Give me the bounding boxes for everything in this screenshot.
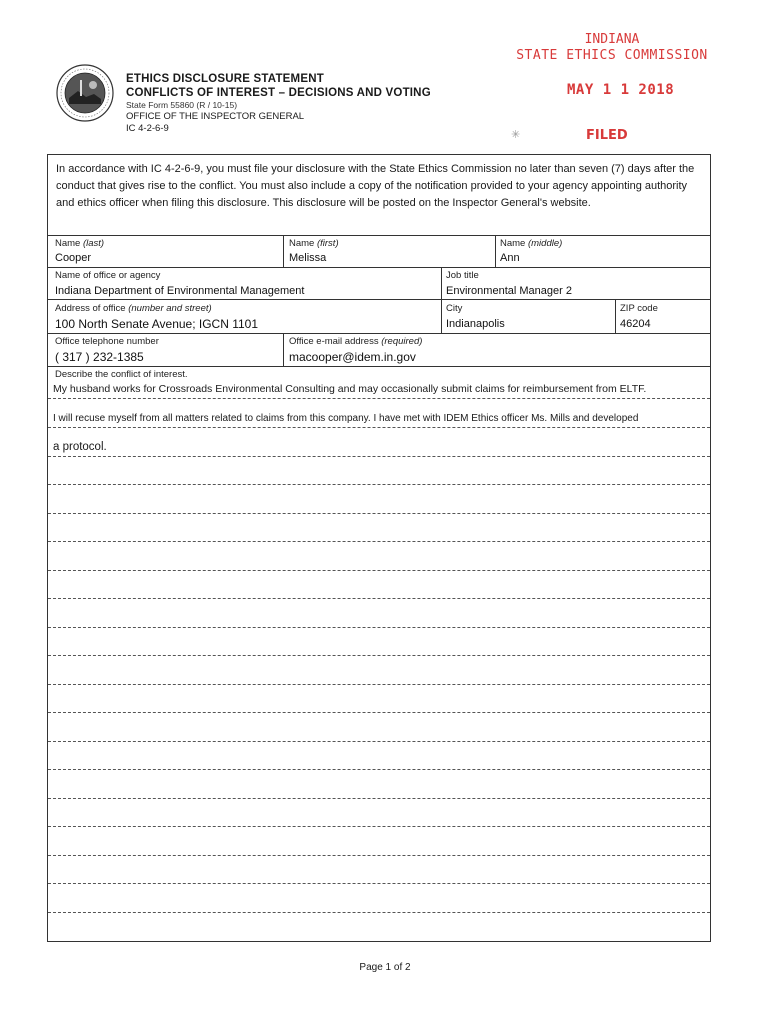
- divider: [48, 333, 710, 334]
- commission-stamp: [492, 32, 732, 64]
- ruled-line: [48, 769, 710, 770]
- job-title-label: Job title: [446, 270, 479, 281]
- ruled-line: [48, 655, 710, 656]
- ruled-line: [48, 456, 710, 457]
- divider: [283, 333, 284, 366]
- divider: [48, 299, 710, 300]
- ruled-line: [48, 912, 710, 913]
- ruled-line: [48, 513, 710, 514]
- name-first-field[interactable]: Melissa: [289, 252, 327, 264]
- ruled-line: [48, 684, 710, 685]
- job-title-field[interactable]: Environmental Manager 2: [446, 285, 572, 297]
- ruled-line: [48, 627, 710, 628]
- divider: [48, 235, 710, 236]
- name-last-label: Name (last): [55, 238, 105, 249]
- conflict-line[interactable]: I will recuse myself from all matters related to claims from this company. I have met with IDEM Ethics officer Ms. Mills and developed: [53, 413, 639, 424]
- ruled-line: [48, 826, 710, 827]
- office-name: OFFICE OF THE INSPECTOR GENERAL: [126, 111, 305, 122]
- form-title-1: ETHICS DISCLOSURE STATEMENT: [126, 73, 324, 85]
- office-field[interactable]: Indiana Department of Environmental Management: [55, 285, 305, 297]
- statute-code: IC 4-2-6-9: [126, 123, 169, 134]
- instructions-text: In accordance with IC 4-2-6-9, you must file your disclosure with the State Ethics Commission no later than seven (7) days after the conduct that gives rise to the conflict. You must also include a copy of the notification provided to your agency appointing authority and ethics officer when filing this disclosure. This disclosure will be posted on the Inspector General's website.: [56, 163, 695, 209]
- city-field[interactable]: Indianapolis: [446, 318, 505, 330]
- form-number: State Form 55860 (R / 10-15): [126, 100, 238, 110]
- ruled-line: [48, 570, 710, 571]
- ruled-line: [48, 541, 710, 542]
- stamp-smudge-icon: ✳: [511, 129, 521, 141]
- conflict-line[interactable]: a protocol.: [53, 441, 107, 453]
- phone-label: Office telephone number: [55, 336, 159, 347]
- stamp-filed: FILED: [586, 128, 628, 143]
- ruled-line: [48, 398, 710, 399]
- name-first-label: Name (first): [289, 238, 339, 249]
- phone-field[interactable]: ( 317 ) 232-1385: [55, 350, 144, 364]
- divider: [615, 299, 616, 333]
- name-middle-field[interactable]: Ann: [500, 252, 520, 264]
- zip-field[interactable]: 46204: [620, 318, 651, 330]
- email-field[interactable]: macooper@idem.in.gov: [289, 350, 416, 364]
- ruled-line: [48, 427, 710, 428]
- divider: [48, 366, 710, 367]
- office-label: Name of office or agency: [55, 270, 161, 281]
- form-header: [126, 72, 496, 135]
- ruled-line: [48, 741, 710, 742]
- ruled-line: [48, 883, 710, 884]
- form-title-2: CONFLICTS OF INTEREST – DECISIONS AND VOTING: [126, 87, 431, 99]
- ruled-line: [48, 598, 710, 599]
- name-last-field[interactable]: Cooper: [55, 252, 92, 264]
- email-label: Office e-mail address (required): [289, 336, 423, 347]
- divider: [283, 235, 284, 267]
- ruled-line: [48, 855, 710, 856]
- ruled-line: [48, 798, 710, 799]
- zip-label: ZIP code: [620, 303, 658, 314]
- state-seal-image: [56, 64, 114, 122]
- divider: [441, 267, 442, 333]
- address-field[interactable]: 100 North Senate Avenue; IGCN 1101: [55, 317, 259, 331]
- conflict-label: Describe the conflict of interest.: [55, 369, 188, 380]
- divider: [495, 235, 496, 267]
- city-label: City: [446, 303, 463, 314]
- stamp-line-2: STATE ETHICS COMMISSION: [516, 48, 708, 63]
- ruled-line: [48, 712, 710, 713]
- conflict-line[interactable]: My husband works for Crossroads Environmental Consulting and may occasionally submit claims for reimbursement from ELTF.: [53, 383, 647, 395]
- stamp-line-1: INDIANA: [584, 32, 640, 47]
- page-number: Page 1 of 2: [359, 962, 411, 973]
- stamp-date: MAY 1 1 2018: [567, 82, 675, 98]
- name-middle-label: Name (middle): [500, 238, 563, 249]
- address-label: Address of office (number and street): [55, 303, 212, 314]
- ruled-line: [48, 484, 710, 485]
- divider: [48, 267, 710, 268]
